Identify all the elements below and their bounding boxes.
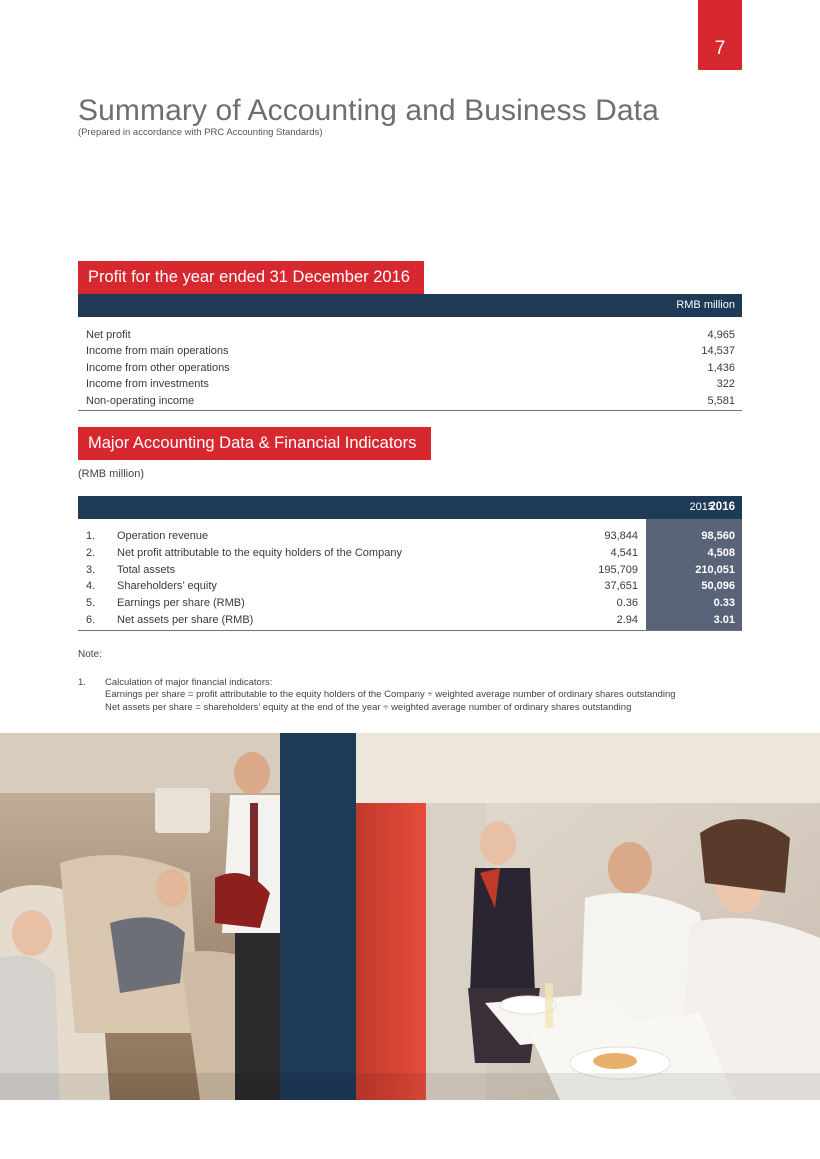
note-label: Note: bbox=[78, 649, 102, 660]
note-line: Earnings per share = profit attributable to the equity holders of the Company ÷ weighted average number of ordinary shares outstanding bbox=[105, 689, 676, 701]
value-2015: 0.36 bbox=[616, 597, 638, 610]
value-2015: 2.94 bbox=[616, 613, 638, 626]
divider bbox=[78, 630, 742, 631]
value-2016: 50,096 bbox=[701, 580, 735, 593]
indicators-section-heading: Major Accounting Data & Financial Indicators bbox=[78, 427, 431, 460]
value-2015: 4,541 bbox=[610, 546, 638, 559]
row-label: Operation revenue bbox=[117, 530, 209, 542]
note-number: 1. bbox=[78, 677, 86, 688]
table-row bbox=[78, 393, 742, 409]
table-row bbox=[78, 545, 742, 562]
table-row bbox=[78, 612, 742, 629]
table-row bbox=[78, 528, 742, 545]
value-2015: 195,709 bbox=[598, 563, 638, 576]
row-label: Earnings per share (RMB) bbox=[117, 597, 245, 610]
row-label: Net assets per share (RMB) bbox=[117, 613, 254, 626]
note-line: Net assets per share = shareholders’ equity at the end of the year ÷ weighted average number of ordinary shares outstanding bbox=[105, 701, 632, 713]
row-number: 1. bbox=[86, 530, 96, 542]
value-2015: 37,651 bbox=[604, 580, 638, 593]
table-row bbox=[78, 578, 742, 595]
row-label: Income from other operations bbox=[86, 361, 230, 374]
row-number: 3. bbox=[86, 563, 96, 576]
indicators-table bbox=[78, 528, 742, 629]
divider bbox=[78, 410, 742, 411]
row-label: Non-operating income bbox=[86, 394, 195, 407]
page-number-tab bbox=[698, 0, 742, 70]
row-number: 6. bbox=[86, 613, 96, 626]
row-label: Net profit bbox=[86, 329, 131, 341]
table-row bbox=[78, 562, 742, 579]
cabin-photo bbox=[0, 733, 820, 1100]
row-number: 4. bbox=[86, 580, 96, 593]
table-row bbox=[78, 595, 742, 612]
row-value: 14,537 bbox=[701, 345, 735, 358]
row-number: 2. bbox=[86, 546, 96, 559]
value-2016: 98,560 bbox=[701, 530, 735, 542]
profit-unit-bar bbox=[78, 294, 742, 317]
row-value: 5,581 bbox=[707, 394, 735, 407]
page-number: 7 bbox=[714, 38, 726, 59]
value-2016: 0.33 bbox=[713, 597, 735, 610]
cabin-photo-illustration bbox=[0, 733, 820, 1100]
table-row bbox=[78, 360, 742, 376]
row-label: Income from investments bbox=[86, 378, 209, 391]
unit-note: (RMB million) bbox=[78, 468, 144, 480]
row-value: 4,965 bbox=[707, 329, 735, 341]
table-row bbox=[78, 376, 742, 392]
row-value: 1,436 bbox=[707, 361, 735, 374]
value-2016: 3.01 bbox=[713, 613, 735, 626]
note-line: Calculation of major financial indicators: bbox=[105, 677, 273, 688]
table-row bbox=[78, 327, 742, 343]
value-2015: 93,844 bbox=[604, 530, 638, 542]
page-title: Summary of Accounting and Business Data bbox=[78, 94, 659, 127]
value-2016: 4,508 bbox=[707, 546, 735, 559]
row-label: Shareholders’ equity bbox=[117, 580, 217, 593]
row-value: 322 bbox=[716, 378, 735, 391]
row-label: Net profit attributable to the equity holders of the Company bbox=[117, 546, 402, 559]
profit-section-heading: Profit for the year ended 31 December 2016 bbox=[78, 261, 424, 294]
profit-table bbox=[78, 327, 742, 409]
column-header-2016: 2016 bbox=[709, 501, 735, 513]
value-2016: 210,051 bbox=[695, 563, 735, 576]
column-header-2015: 2015 bbox=[689, 501, 714, 513]
indicators-header-bar bbox=[78, 496, 742, 519]
profit-unit-label: RMB million bbox=[676, 299, 735, 311]
page-subtitle: (Prepared in accordance with PRC Accounting Standards) bbox=[78, 127, 323, 138]
table-row bbox=[78, 343, 742, 359]
row-number: 5. bbox=[86, 597, 96, 610]
row-label: Total assets bbox=[117, 563, 176, 576]
row-label: Income from main operations bbox=[86, 345, 229, 358]
